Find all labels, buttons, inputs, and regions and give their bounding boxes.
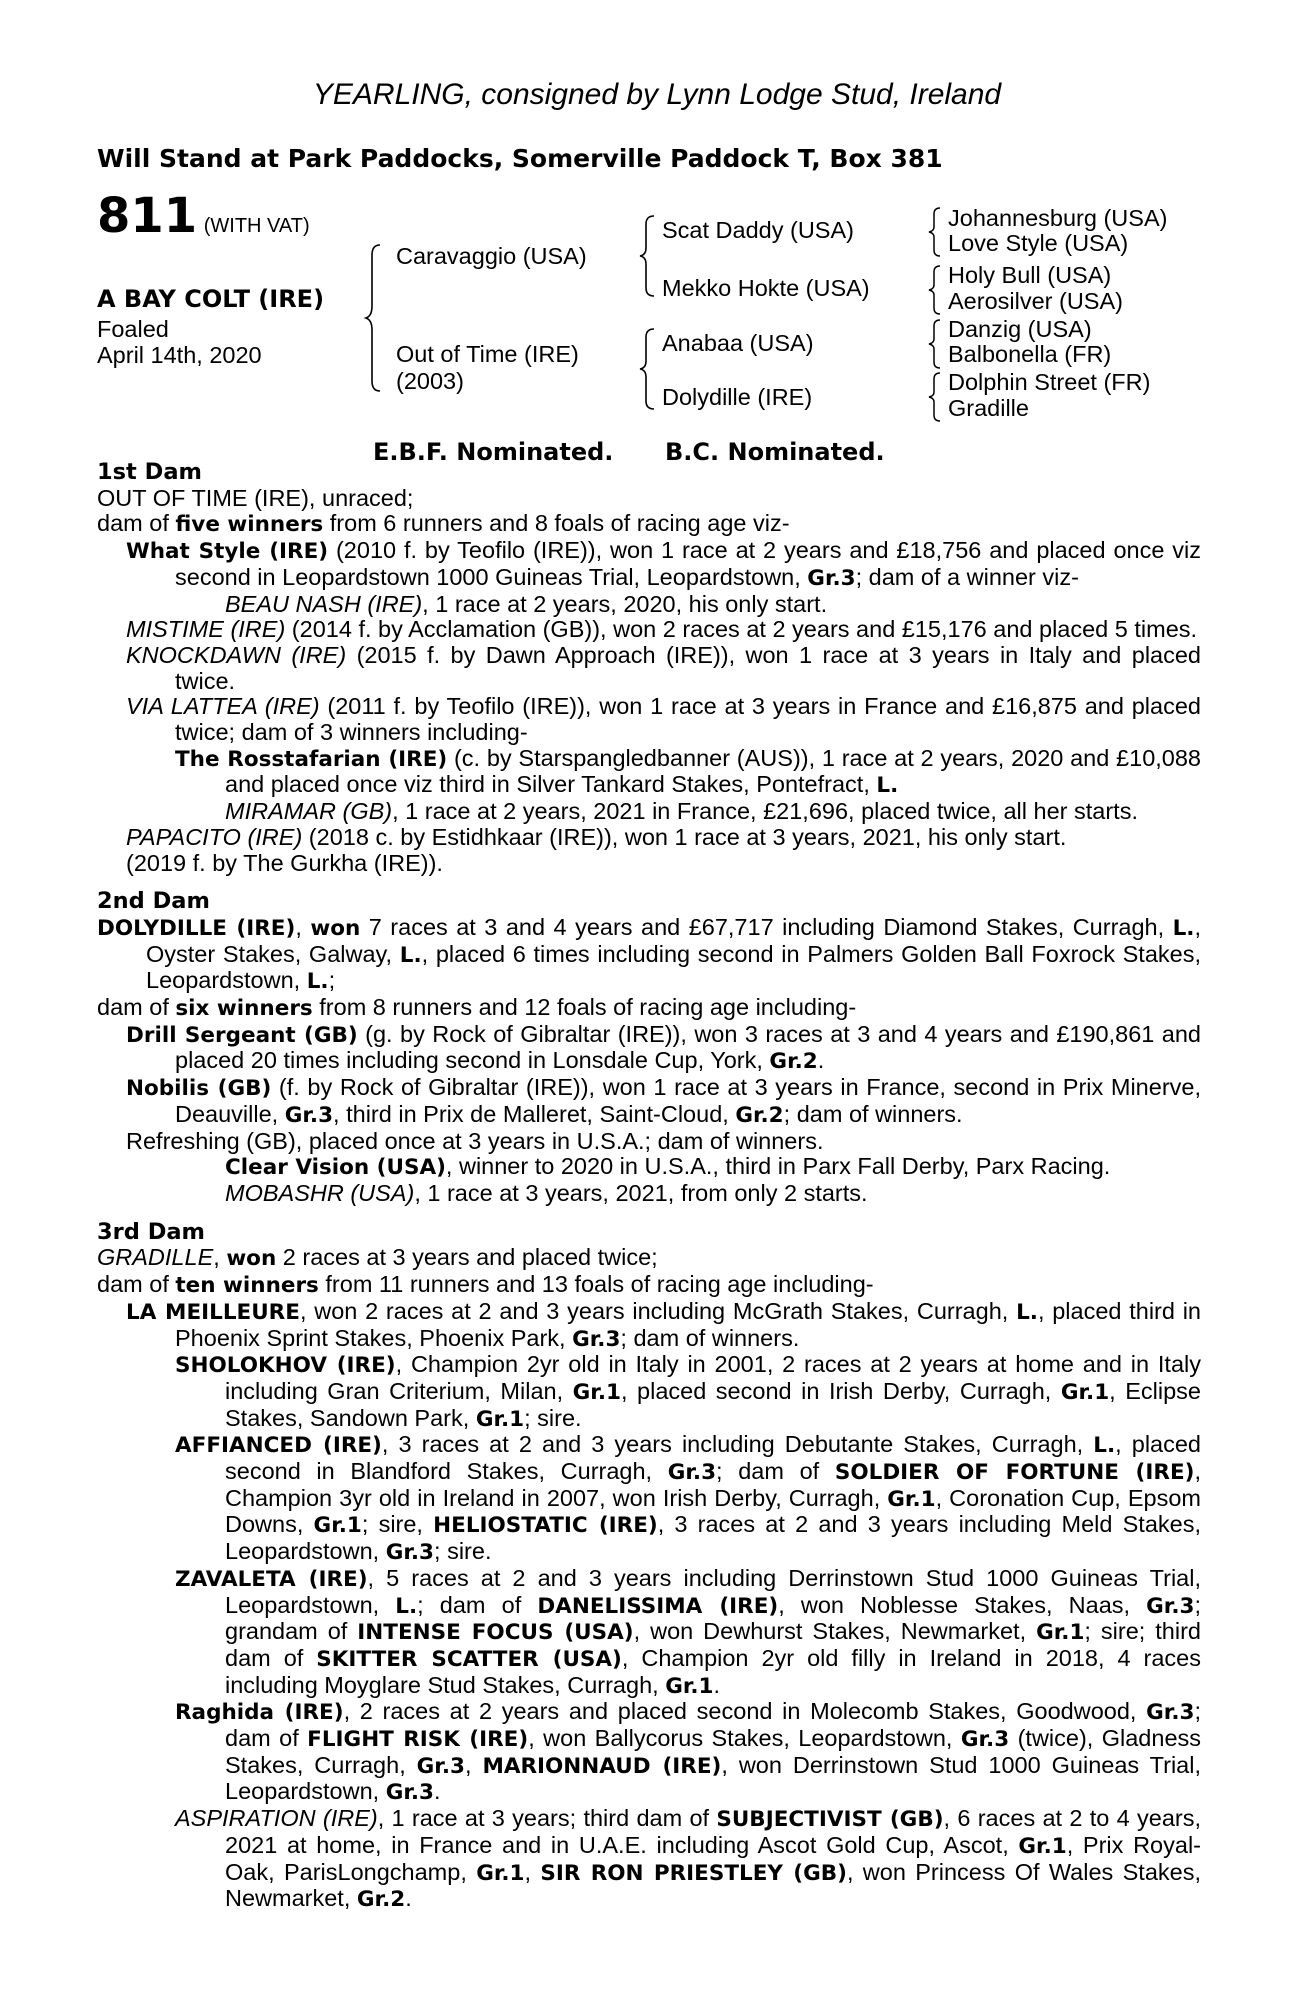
text-run: (2010 f. by Teofilo (IRE)), won 1 race at 2 years and £18,756 and placed once viz second in Leopardstown 1000 Guineas Trial, Leopardstown, <box>175 537 1202 590</box>
bold-text: DANELISSIMA (IRE) <box>537 1593 779 1619</box>
stand-location: Will Stand at Park Paddocks, Somerville Paddock T, Box 381 <box>97 144 943 173</box>
pedigree-brace-sire <box>640 214 660 298</box>
bold-text: L. <box>1093 1433 1116 1459</box>
bold-text: Gr.3 <box>385 1540 435 1566</box>
text-run: , 1 race at 2 years, 2020, his only start. <box>422 590 828 617</box>
bold-text: INTENSE FOCUS (USA) <box>357 1620 634 1646</box>
lot-number <box>97 188 310 244</box>
text-run: , 3 races at 2 and 3 years including Debutante Stakes, Curragh, <box>381 1431 1094 1458</box>
italic-text: PAPACITO (IRE) <box>126 823 303 850</box>
entry-paragraph <box>97 995 1201 1022</box>
text-run: , 3 races at 2 and 3 years including Meld Stakes, Leopardstown, <box>225 1511 1202 1565</box>
text-run: (2011 f. by Teofilo (IRE)), won 1 race at 3 years in France and £16,875 and placed twice; dam of 3 winners including- <box>175 693 1201 746</box>
bold-text: Gr.1 <box>1018 1833 1067 1859</box>
pedigree-sire-dam: Mekko Hokte (USA) <box>662 275 870 301</box>
entry-paragraph <box>97 1806 1201 1913</box>
text-run: , placed second in Irish Derby, Curragh, <box>620 1377 1061 1404</box>
text-run: , Prix Royal-Oak, ParisLongchamp, <box>225 1831 1201 1885</box>
text-run: (2019 f. by The Gurkha (IRE)). <box>126 849 443 876</box>
italic-text: VIA LATTEA (IRE) <box>126 693 320 720</box>
bold-text: Gr.2 <box>769 1049 818 1075</box>
text-run: , won Noblesse Stakes, Naas, <box>778 1591 1147 1618</box>
text-run: . <box>713 1671 721 1698</box>
text-run: from 8 runners and 12 foals of racing age including- <box>312 994 857 1021</box>
bold-text: SKITTER SCATTER (USA) <box>316 1646 622 1672</box>
bold-text: Gr.3 <box>416 1753 465 1779</box>
text-run: ; sire. <box>524 1404 582 1431</box>
entry-paragraph <box>97 851 1201 877</box>
text-run: 2 races at 3 years and placed twice; <box>276 1244 658 1271</box>
bold-text: Gr.3 <box>1146 1593 1195 1619</box>
bold-text: Gr.3 <box>667 1460 717 1486</box>
bold-text: SUBJECTIVIST (GB) <box>716 1807 944 1833</box>
foaled-date: April 14th, 2020 <box>97 342 262 368</box>
pedigree-brace-ds <box>928 318 944 370</box>
page-title: YEARLING, consigned by Lynn Lodge Stud, Ireland <box>312 78 1002 111</box>
text-run: ; dam of <box>225 1698 1201 1752</box>
entry-paragraph <box>97 1245 1201 1272</box>
pedigree-ds-dam: Balbonella (FR) <box>948 341 1112 367</box>
pedigree-sd-sire: Holy Bull (USA) <box>948 262 1112 288</box>
catalogue-body <box>97 460 1201 1913</box>
bold-text: Gr.1 <box>1036 1620 1085 1646</box>
pedigree-brace-dd <box>928 371 944 423</box>
text-run: ; grandam of <box>225 1591 1201 1645</box>
text-run: , 6 races at 2 to 4 years, 2021 at home, in France and in U.A.E. including Ascot Gold Cup, Ascot, <box>225 1805 1201 1858</box>
bc-nomination: B.C. Nominated. <box>665 438 885 466</box>
section-gap <box>97 1207 1201 1220</box>
entry-paragraph <box>97 1699 1201 1806</box>
text-run: , 2 races at 2 years and placed second in Molecomb Stakes, Goodwood, <box>343 1698 1147 1725</box>
lot-description: A BAY COLT (IRE) <box>97 285 325 313</box>
text-run: , won Dewhurst Stakes, Newmarket, <box>633 1618 1037 1645</box>
bold-text: Clear Vision (USA) <box>225 1155 446 1181</box>
bold-text: What Style (IRE) <box>126 539 329 565</box>
text-run: ; sire; third dam of <box>225 1618 1201 1671</box>
text-run: , placed third in Phoenix Sprint Stakes, Phoenix Park, <box>175 1297 1202 1351</box>
bold-text: Gr.3 <box>284 1102 334 1128</box>
foaled-label: Foaled <box>97 316 169 342</box>
bold-text: Gr.1 <box>887 1486 936 1512</box>
bold-text: Gr.3 <box>807 565 856 591</box>
section-heading: 3rd Dam <box>97 1218 205 1245</box>
entry-paragraph <box>97 694 1201 745</box>
text-run: Refreshing (GB), placed once at 3 years in U.S.A.; dam of winners. <box>126 1127 824 1154</box>
pedigree-dam-year: (2003) <box>396 368 464 394</box>
bold-text: SHOLOKHOV (IRE) <box>175 1353 396 1379</box>
bold-text: won <box>226 1246 277 1272</box>
bold-text: The Rosstafarian (IRE) <box>175 746 448 772</box>
text-run: , won Ballycorus Stakes, Leopardstown, <box>528 1725 961 1752</box>
foaled-info <box>97 316 262 368</box>
bold-text: L. <box>306 969 329 995</box>
entry-paragraph <box>97 1299 1201 1352</box>
entry-paragraph <box>97 538 1201 591</box>
text-run: (twice), Gladness Stakes, Curragh, <box>225 1725 1202 1778</box>
italic-text: GRADILLE <box>97 1244 214 1271</box>
entry-paragraph <box>97 1075 1201 1128</box>
entry-paragraph <box>97 915 1201 995</box>
text-run: ; sire, <box>361 1511 434 1538</box>
text-run: dam of <box>97 510 176 537</box>
text-run: dam of <box>97 1271 176 1298</box>
bold-text: MARIONNAUD (IRE) <box>482 1753 722 1779</box>
bold-text: Gr.3 <box>960 1727 1010 1753</box>
entry-paragraph <box>97 486 1201 512</box>
entry-paragraph <box>97 1272 1201 1299</box>
text-run: (c. by Starspangledbanner (AUS)), 1 race at 2 years, 2020 and £10,088 and placed once viz third in Silver Tankard Stakes, Pontefract, <box>225 744 1201 798</box>
bold-text: six winners <box>175 996 313 1022</box>
text-run: 7 races at 3 and 4 years and £67,717 including Diamond Stakes, Curragh, <box>360 913 1173 940</box>
italic-text: ASPIRATION (IRE) <box>175 1805 378 1832</box>
text-run: (2015 f. by Dawn Approach (IRE)), won 1 race at 3 years in Italy and placed twice. <box>175 641 1201 694</box>
text-run: , Coronation Cup, Epsom Downs, <box>225 1484 1202 1538</box>
text-run: , won 2 races at 2 and 3 years including McGrath Stakes, Curragh, <box>299 1297 1017 1324</box>
pedigree-brace-main <box>366 243 386 393</box>
pedigree-brace-dam <box>640 327 660 411</box>
pedigree-ss-dam: Love Style (USA) <box>948 230 1129 256</box>
section-heading: 2nd Dam <box>97 888 210 915</box>
bold-text: Gr.1 <box>1060 1379 1110 1405</box>
pedigree-dam-sire: Anabaa (USA) <box>662 330 814 356</box>
pedigree-ss-sire: Johannesburg (USA) <box>948 205 1168 231</box>
bold-text: L. <box>876 773 899 799</box>
text-run: dam of <box>97 994 176 1021</box>
entry-paragraph <box>97 1129 1201 1155</box>
bold-text: Gr.2 <box>735 1102 784 1128</box>
text-run: , Champion 3yr old in Ireland in 2007, won Irish Derby, Curragh, <box>225 1458 1201 1511</box>
text-run: ; dam of <box>417 1591 538 1618</box>
text-run: , placed 6 times including second in Palmers Golden Ball Foxrock Stakes, Leopardstown, <box>146 940 1202 994</box>
entry-paragraph <box>97 1432 1201 1566</box>
text-run: , won Derrinstown Stud 1000 Guineas Trial, Leopardstown, <box>225 1751 1201 1805</box>
text-run: , Oyster Stakes, Galway, <box>146 913 1202 967</box>
italic-text: MIRAMAR (GB) <box>225 798 393 825</box>
bold-text: HELIOSTATIC (IRE) <box>433 1513 658 1539</box>
text-run: , <box>524 1858 541 1885</box>
pedigree-dam: Out of Time (IRE) <box>396 341 579 367</box>
bold-text: L. <box>399 942 422 968</box>
text-run: (f. by Rock of Gibraltar (IRE)), won 1 race at 3 years in France, second in Prix Minerve, Deauville, <box>175 1074 1201 1127</box>
text-run: OUT OF TIME (IRE), unraced; <box>97 484 414 511</box>
entry-paragraph <box>97 825 1201 851</box>
pedigree-sire-sire: Scat Daddy (USA) <box>662 217 854 243</box>
bold-text: L. <box>1172 915 1195 941</box>
entry-paragraph <box>97 1181 1201 1207</box>
pedigree-dd-dam: Gradille <box>948 395 1029 421</box>
section-gap <box>97 876 1201 889</box>
text-run: , 5 races at 2 and 3 years including Derrinstown Stud 1000 Guineas Trial, Leopardstown, <box>225 1564 1201 1618</box>
italic-text: KNOCKDAWN (IRE) <box>126 641 347 668</box>
text-run: , <box>295 913 311 940</box>
bold-text: Gr.2 <box>356 1887 406 1913</box>
text-run: from 11 runners and 13 foals of racing age including- <box>318 1271 874 1298</box>
bold-text: FLIGHT RISK (IRE) <box>307 1727 529 1753</box>
bold-text: Nobilis (GB) <box>126 1076 272 1102</box>
entry-paragraph <box>97 746 1201 799</box>
bold-text: SIR RON PRIESTLEY (GB) <box>540 1860 847 1886</box>
bold-text: Gr.1 <box>665 1673 714 1699</box>
bold-text: DOLYDILLE (IRE) <box>97 915 296 941</box>
entry-paragraph <box>97 1154 1201 1181</box>
text-run: , Champion 2yr old in Italy in 2001, 2 races at 2 years at home and in Italy including Gran Criterium, Milan, <box>225 1351 1201 1404</box>
text-run: . <box>434 1778 441 1805</box>
bold-text: Gr.1 <box>313 1513 362 1539</box>
text-run: , 1 race at 3 years, 2021, from only 2 starts. <box>414 1179 868 1206</box>
text-run: from 6 runners and 8 foals of racing age viz- <box>323 510 790 537</box>
text-run: ; dam of <box>716 1458 835 1485</box>
bold-text: Gr.3 <box>385 1780 435 1806</box>
text-run: , winner to 2020 in U.S.A., third in Parx Fall Derby, Parx Racing. <box>445 1153 1111 1180</box>
bold-text: LA MEILLEURE <box>126 1299 300 1325</box>
bold-text: Drill Sergeant (GB) <box>126 1022 358 1048</box>
text-run: , placed second in Blandford Stakes, Curragh, <box>225 1431 1201 1485</box>
entry-paragraph <box>97 617 1201 643</box>
bold-text: ZAVALETA (IRE) <box>175 1566 368 1592</box>
text-run: ; sire. <box>434 1538 492 1565</box>
italic-text: MISTIME (IRE) <box>126 616 286 643</box>
text-run: (g. by Rock of Gibraltar (IRE)), won 3 races at 3 and 4 years and £190,861 and placed 20 times including second in Lonsdale Cup, York, <box>175 1020 1201 1074</box>
bold-text: won <box>310 915 361 941</box>
bold-text: Gr.1 <box>572 1379 621 1405</box>
text-run: ; dam of a winner viz- <box>855 563 1079 590</box>
text-run: , <box>464 1751 483 1778</box>
pedigree-sd-dam: Aerosilver (USA) <box>948 288 1123 314</box>
section-heading: 1st Dam <box>97 459 202 485</box>
italic-text: BEAU NASH (IRE) <box>225 590 423 617</box>
text-run: , 1 race at 2 years, 2021 in France, £21,696, placed twice, all her starts. <box>392 798 1138 825</box>
pedigree-brace-ss <box>928 206 944 258</box>
bold-text: five winners <box>175 512 324 538</box>
italic-text: MOBASHR (USA) <box>225 1179 415 1206</box>
vat-note: (WITH VAT) <box>203 215 310 237</box>
ebf-nomination: E.B.F. Nominated. <box>373 438 614 466</box>
text-run: . <box>405 1885 412 1912</box>
bold-text: Gr.3 <box>572 1326 621 1352</box>
text-run: , <box>213 1244 227 1271</box>
bold-text: L. <box>1016 1299 1038 1325</box>
text-run: , third in Prix de Malleret, Saint-Cloud, <box>333 1100 736 1127</box>
text-run: , 1 race at 3 years; third dam of <box>377 1805 717 1832</box>
entry-paragraph <box>97 643 1201 694</box>
text-run: , Champion 2yr old filly in Ireland in 2018, 4 races including Moyglare Stud Stakes, Curragh, <box>225 1644 1201 1698</box>
pedigree-dam-dam: Dolydille (IRE) <box>662 384 813 410</box>
bold-text: Gr.1 <box>475 1406 525 1432</box>
text-run: ; <box>328 967 336 994</box>
pedigree-sire: Caravaggio (USA) <box>396 243 587 269</box>
bold-text: AFFIANCED (IRE) <box>175 1433 382 1459</box>
entry-paragraph <box>97 592 1201 618</box>
pedigree-brace-sd <box>928 264 944 316</box>
text-run: (2018 c. by Estidhkaar (IRE)), won 1 race at 3 years, 2021, his only start. <box>302 823 1067 850</box>
text-run: . <box>817 1047 825 1074</box>
entry-paragraph <box>97 511 1201 538</box>
entry-paragraph <box>97 1566 1201 1700</box>
bold-text: SOLDIER OF FORTUNE (IRE) <box>834 1460 1195 1486</box>
pedigree-ds-sire: Danzig (USA) <box>948 316 1092 342</box>
entry-paragraph <box>97 1352 1201 1432</box>
bold-text: Raghida (IRE) <box>175 1700 344 1726</box>
lot-number-value: 811 <box>97 188 198 244</box>
bold-text: ten winners <box>175 1273 319 1299</box>
text-run: ; dam of winners. <box>783 1100 963 1127</box>
entry-paragraph <box>97 1022 1201 1075</box>
pedigree-dd-sire: Dolphin Street (FR) <box>948 369 1151 395</box>
text-run: , won Princess Of Wales Stakes, Newmarket, <box>225 1858 1201 1912</box>
bold-text: L. <box>395 1593 418 1619</box>
text-run: (2014 f. by Acclamation (GB)), won 2 races at 2 years and £15,176 and placed 5 times. <box>285 616 1198 643</box>
entry-paragraph <box>97 799 1201 825</box>
bold-text: Gr.1 <box>476 1860 525 1886</box>
text-run: ; dam of winners. <box>620 1324 800 1351</box>
text-run: , Eclipse Stakes, Sandown Park, <box>225 1377 1201 1431</box>
bold-text: Gr.3 <box>1146 1700 1195 1726</box>
